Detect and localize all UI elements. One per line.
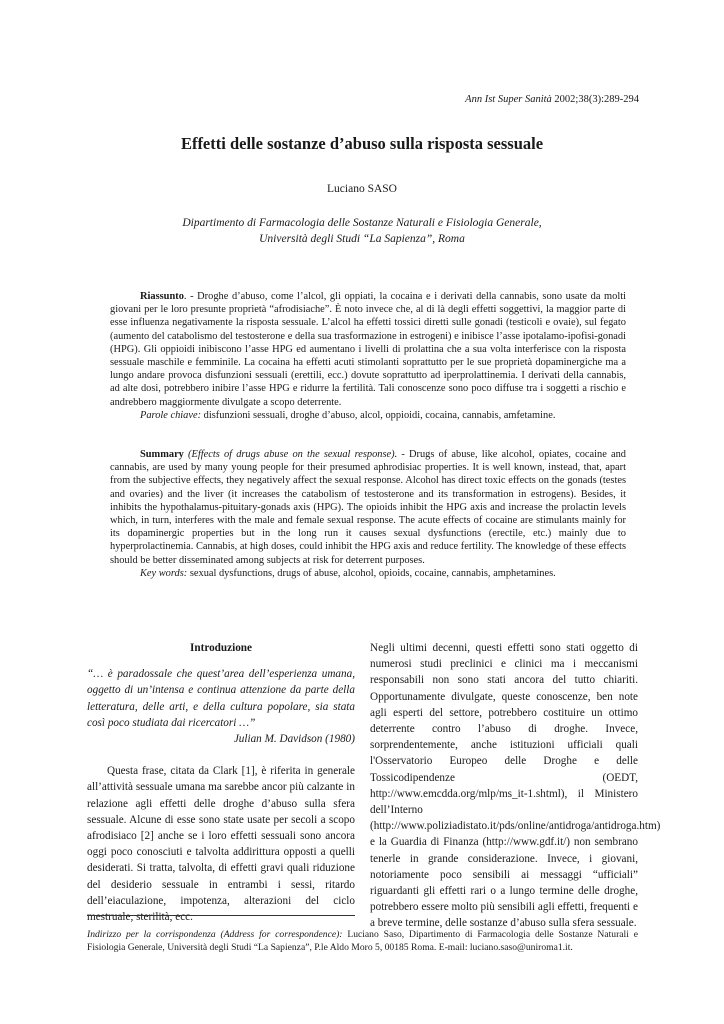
abstract-english <box>110 448 626 580</box>
abstract-italian <box>110 290 626 422</box>
paper-title: Effetti delle sostanze d’abuso sulla risposta sessuale <box>180 134 544 153</box>
epigraph-author: Julian M. Davidson (1980) <box>233 733 355 746</box>
abstract-english-label: Summary <box>140 449 184 460</box>
right-column <box>370 640 661 932</box>
keywords-english-list: sexual dysfunctions, drugs of abuse, alcohol, opioids, cocaine, cannabis, amphetamines. <box>187 567 556 579</box>
running-head <box>465 94 639 105</box>
author-name: Luciano SASO <box>327 183 397 195</box>
citation: 2002;38(3):289-294 <box>551 94 639 105</box>
keywords-english-label: Key words: <box>140 567 188 579</box>
abstract-english-subtitle: (Effects of drugs abuse on the sexual response). <box>183 449 398 460</box>
journal-name: Ann Ist Super Sanità <box>465 94 552 105</box>
abstract-italian-text <box>110 290 626 409</box>
left-column <box>87 640 355 925</box>
keywords-italian-list: disfunzioni sessuali, droghe d’abuso, alcol, oppioidi, cocaina, cannabis, amfetamine. <box>201 409 556 421</box>
footnote-text: Luciano Saso, Dipartimento di Farmacologia delle Sostanze Naturali e Fisiologia Generale, Università degli Studi “La Sapienza”, P.le Aldo Moro 5, 00185 Roma. E-mail: luciano.saso@uniroma1.it. <box>87 929 638 953</box>
abstract-italian-label: Riassunto <box>140 291 184 302</box>
keywords-italian-label: Parole chiave: <box>140 409 202 421</box>
correspondence-footnote <box>87 928 638 954</box>
abstract-italian-body: . - Droghe d’abuso, come l’alcol, gli oppiati, la cocaina e i derivati della cannabis, sono usate da molti giovani per le loro presunte proprietà “afrodisiache”. È noto invece che, al di là degli effetti soggettivi, la maggior parte di esse influenza negativamente la risposta sessuale. L’alcol ha effetti tossici diretti sulle gonadi (testicoli e ovaie), sul fegato (aumento del catabolismo del testosterone e della sua trasformazione in estrogeni) e inibisce l’asse ipotalamo-ipofisi-gonadi (HPG). Gli oppioidi inibiscono l’asse HPG ed aumentano i livelli di prolattina che a sua volta interferisce con la risposta sessuale maschile e femminile. La cocaina ha effetti acuti stimolanti soprattutto per le sue proprietà dopaminergiche ma a lungo andare provoca disfunzioni sessuali (erettili, ecc.) dovute soprattutto ad iperprolattinemia. I derivati della cannabis, ad alte dosi, potrebbero inibire l’asse HPG e ridurre la fertilità. Tali conoscenze sono poco diffuse tra i soggetti a rischio e andrebbero maggiormente divulgate a scopo deterrente. <box>110 291 626 408</box>
affiliation <box>100 215 624 247</box>
epigraph-quote: “… è paradossale che quest’area dell’esperienza umana, oggetto di un’intensa e continua attenzione da parte della letteratura, delle arti, e della cultura popolare, sia stata così poco studiata dai ricercatori …” <box>87 668 355 729</box>
intro-paragraph-2: Negli ultimi decenni, questi effetti sono stati oggetto di numerosi studi preclinici e clinici ma i meccanismi responsabili non sono stati ancora del tutto chiariti. Opportunamente divulgate, queste conoscenze, ben note agli esperti del settore, potrebbero costituire un ottimo deterrente contro l’abuso di droghe. Invece, sorprendentemente, anche istituzioni ufficiali quali l'Osservatorio Europeo delle Droghe e delle Tossicodipendenze (OEDT, http://www.emcdda.org/mlp/ms_it-1.shtml), il Ministero dell’Interno (http://www.poliziadistato.it/pds/online/antidroga/antidroga.htm) e la Guardia di Finanza (http://www.gdf.it/) non sembrano tenerle in grande considerazione. Invece, i giovani, notoriamente poco sensibili ai messaggi “ufficiali” riguardanti gli effetti rari o a lungo termine delle droghe, potrebbero essere molto più sensibili agli effetti, frequenti e a breve termine, delle sostanze d’abuso sulla sfera sessuale. <box>370 642 661 930</box>
keywords-italian <box>110 409 626 422</box>
footnote-divider <box>87 915 355 916</box>
abstract-english-text <box>110 448 626 567</box>
keywords-english <box>110 567 626 580</box>
footnote-label: Indirizzo per la corrispondenza (Address for correspondence): <box>87 929 343 940</box>
intro-paragraph-1: Questa frase, citata da Clark [1], è riferita in generale all’attività sessuale umana ma sarebbe ancor più calzante in relazione agli effetti delle droghe d’abuso sulla sfera sessuale. Alcune di esse sono state usate per secoli a scopo afrodisiaco [2] anche se i loro effetti sessuali sono ancora oggi poco conosciuti e talvolta addirittura opposti a quelli desiderati. Si tratta, talvolta, di effetti gravi quali riduzione del desiderio sessuale in entrambi i sessi, ritardo dell’eiaculazione, impotenza, alterazioni del ciclo mestruale, sterilità, ecc. <box>87 765 355 924</box>
affiliation-line-1: Dipartimento di Farmacologia delle Sostanze Naturali e Fisiologia Generale, <box>182 217 542 229</box>
section-heading-introduction: Introduzione <box>190 642 252 654</box>
affiliation-line-2: Università degli Studi “La Sapienza”, Roma <box>259 233 465 245</box>
abstract-english-body: - Drugs of abuse, like alcohol, opiates, cocaine and cannabis, are used by many young people for their presumed aphrodisiac properties. It is well known, instead, that, apart from the subjective effects, they negatively affect the sexual response. Alcohol has direct toxic effects on the gonads (testes and ovaries) and the liver (it increases the catabolism of testosterone and its transformation in estrogens). Besides, it inhibits the hypothalamus-pituitary-gonads axis (HPG). The opioids inhibit the HPG axis and increase the prolactin levels which, in turn, interferes with the male and female sexual response. The acute effects of cocaine are stimulants mainly for its dopaminergic properties but in the long run it causes sexual dysfunctions (erectile, etc.) mainly due to hyperprolactinemia. Cannabis, at high doses, could inhibit the HPG axis and reduce fertility. The knowledge of these effects should be better disseminated among subjects at risk for deterrent purposes. <box>110 449 626 566</box>
